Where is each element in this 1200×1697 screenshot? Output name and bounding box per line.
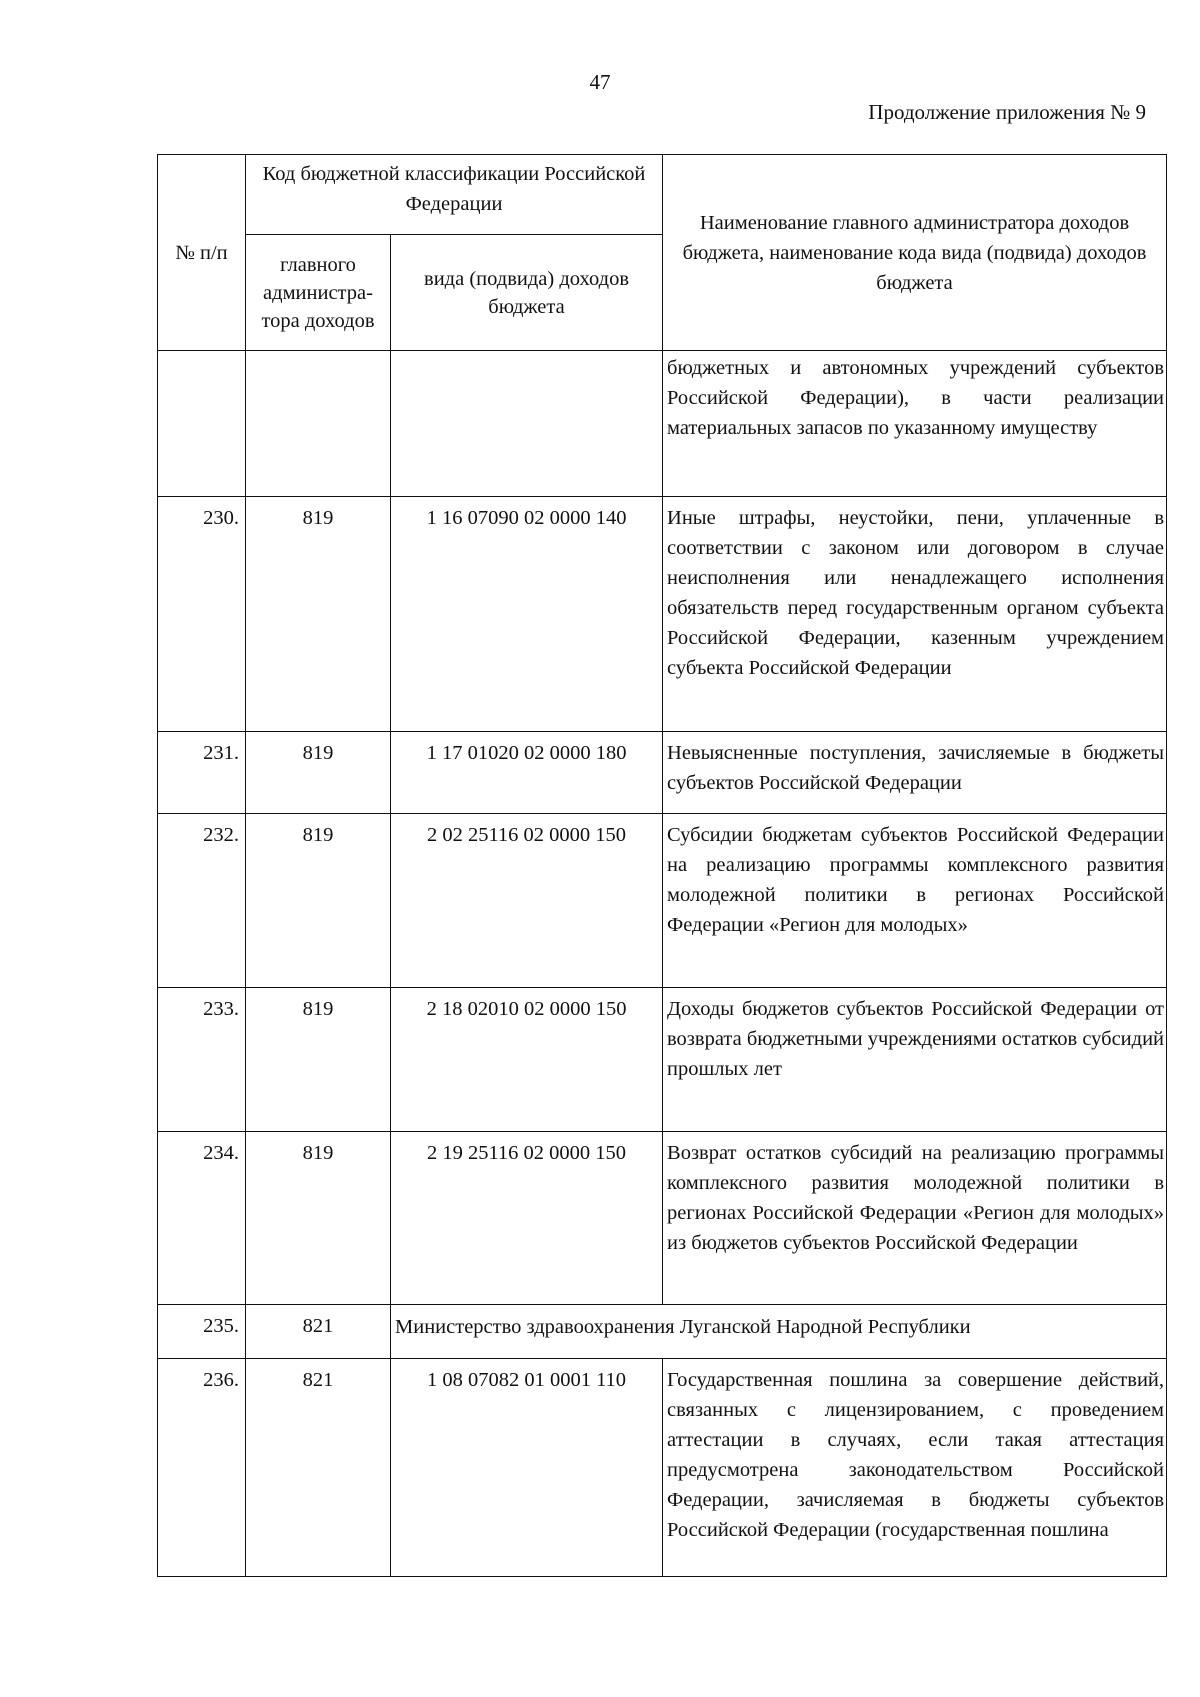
- row-admin-code: [246, 351, 391, 497]
- row-description: Государственная пошлина за совершение действий, связанных с лицензированием, с проведением аттестации в случаях, если такая аттестация предусмотрена законодательством Российской Федерации, зачисляемая в бюджеты субъектов Российской Федерации (государственная пошлина: [663, 1359, 1167, 1577]
- row-income-code: 1 08 07082 01 0001 110: [391, 1359, 663, 1577]
- table-row: [158, 1359, 1167, 1577]
- header-number: № п/п: [158, 155, 246, 351]
- row-admin-code: 821: [246, 1359, 391, 1577]
- appendix-note: Продолжение приложения № 9: [868, 100, 1146, 124]
- row-description: Доходы бюджетов субъектов Российской Федерации от возврата бюджетными учреждениями остатков субсидий прошлых лет: [663, 988, 1167, 1132]
- row-number: 234.: [158, 1132, 246, 1305]
- section-row: [158, 1305, 1167, 1359]
- row-number: 230.: [158, 497, 246, 732]
- section-admin-code: 821: [246, 1305, 391, 1359]
- table-row: [158, 732, 1167, 814]
- row-income-code: 2 18 02010 02 0000 150: [391, 988, 663, 1132]
- row-admin-code: 819: [246, 497, 391, 732]
- table-row: [158, 814, 1167, 988]
- header-classification-group: Код бюджетной классификации Российской Федерации: [246, 155, 663, 235]
- table-row: [158, 988, 1167, 1132]
- header-admin-column: главного администра-тора доходов: [246, 235, 391, 351]
- row-income-code: 1 17 01020 02 0000 180: [391, 732, 663, 814]
- row-description: Субсидии бюджетам субъектов Российской Федерации на реализацию программы комплексного развития молодежной политики в регионах Российской Федерации «Регион для молодых»: [663, 814, 1167, 988]
- row-admin-code: 819: [246, 814, 391, 988]
- table-row: [158, 497, 1167, 732]
- section-title: Министерство здравоохранения Луганской Народной Республики: [391, 1305, 1167, 1359]
- row-income-code: [391, 351, 663, 497]
- row-admin-code: 819: [246, 1132, 391, 1305]
- row-number: 231.: [158, 732, 246, 814]
- row-income-code: 2 19 25116 02 0000 150: [391, 1132, 663, 1305]
- budget-classification-table: [157, 154, 1167, 1577]
- row-number: 233.: [158, 988, 246, 1132]
- header-kind-column: вида (подвида) доходов бюджета: [391, 235, 663, 351]
- row-description: Возврат остатков субсидий на реализацию программы комплексного развития молодежной политики в регионах Российской Федерации «Регион для молодых» из бюджетов субъектов Российской Федерации: [663, 1132, 1167, 1305]
- row-admin-code: 819: [246, 988, 391, 1132]
- table-row: [158, 351, 1167, 497]
- table-header-row: [158, 155, 1167, 235]
- row-income-code: 2 02 25116 02 0000 150: [391, 814, 663, 988]
- row-description: бюджетных и автономных учреждений субъектов Российской Федерации), в части реализации материальных запасов по указанному имуществу: [663, 351, 1167, 497]
- header-name-column: Наименование главного администратора доходов бюджета, наименование кода вида (подвида) доходов бюджета: [663, 155, 1167, 351]
- row-description: Невыясненные поступления, зачисляемые в бюджеты субъектов Российской Федерации: [663, 732, 1167, 814]
- row-admin-code: 819: [246, 732, 391, 814]
- row-number: 232.: [158, 814, 246, 988]
- row-income-code: 1 16 07090 02 0000 140: [391, 497, 663, 732]
- row-number: 236.: [158, 1359, 246, 1577]
- row-number: [158, 351, 246, 497]
- row-description: Иные штрафы, неустойки, пени, уплаченные в соответствии с законом или договором в случае неисполнения или ненадлежащего исполнения обязательств перед государственным органом субъекта Российской Федерации, казенным учреждением субъекта Российской Федерации: [663, 497, 1167, 732]
- page-number: 47: [589, 70, 611, 94]
- section-number: 235.: [158, 1305, 246, 1359]
- table-row: [158, 1132, 1167, 1305]
